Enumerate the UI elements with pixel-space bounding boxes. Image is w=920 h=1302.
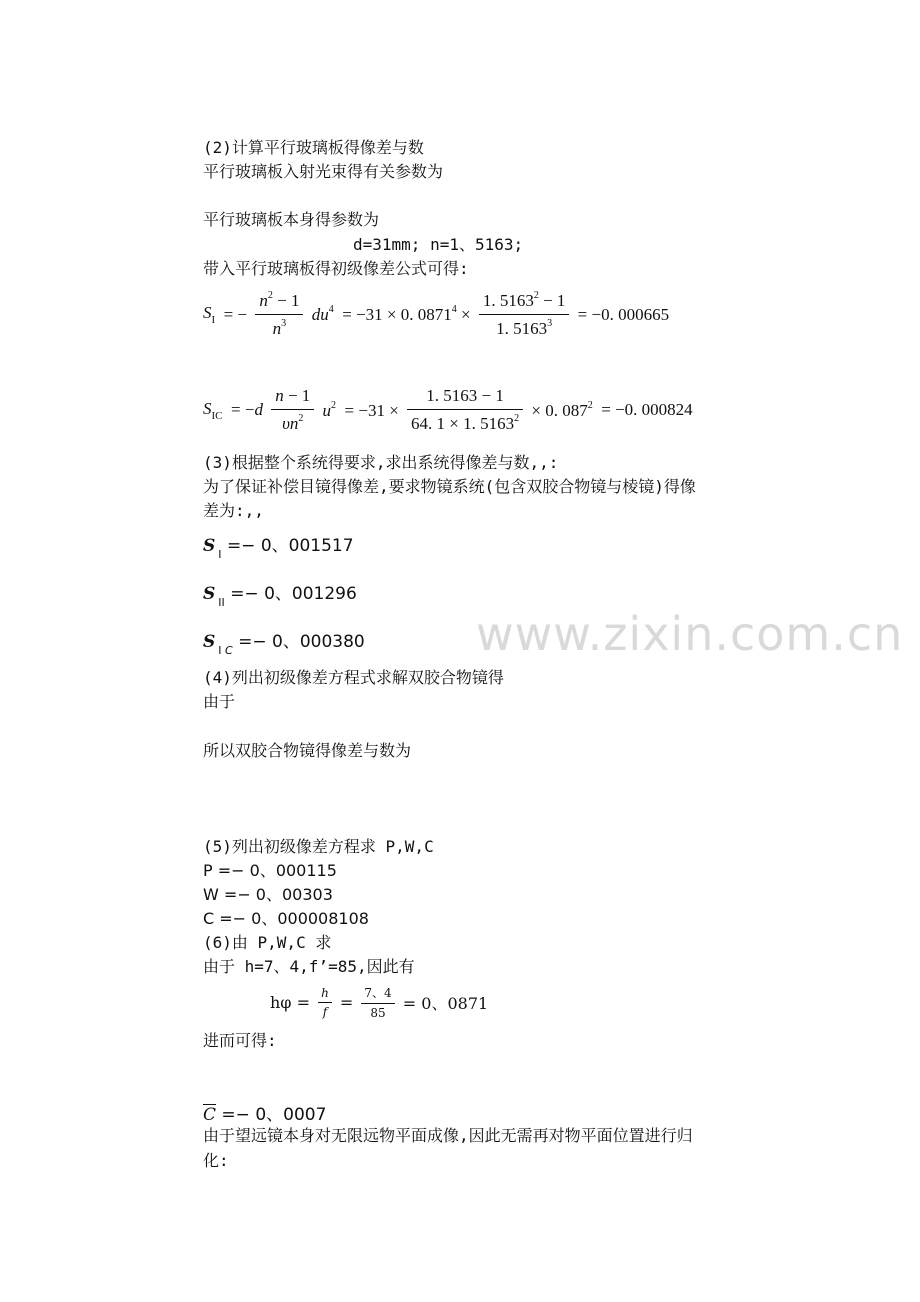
- cbar-value: =− 0、0007: [221, 1105, 327, 1125]
- w-value: W =− 0、00303: [203, 885, 333, 904]
- formula-s1c: $S_{IC} = -d$ $\frac{n - 1}{\upsilon n^2}$ $u^2 = -31$ × $\frac{1. 5163 - 1}{64. 1 \times 1. 5163^2}$ × 0. $087^2 = -0$. 000824: [203, 386, 693, 433]
- si-value: =− 0、001517: [226, 536, 354, 556]
- watermark: www.zixin.com.cn: [476, 607, 904, 661]
- sic-value: =− 0、000380: [238, 632, 365, 652]
- substitute-text: 带入平行玻璃板得初级像差公式可得:: [203, 259, 469, 278]
- step4-heading: (4)列出初级像差方程式求解双胶合物镜得: [203, 668, 504, 687]
- because-text: 由于: [203, 692, 236, 711]
- sic-value-line: S $_{I C}$ =− 0、000380: [203, 632, 365, 657]
- so-text: 所以双胶合物镜得像差与数为: [203, 741, 412, 760]
- step6-heading: (6)由 P,W,C 求: [203, 933, 332, 952]
- hphi-result: = 0、0871: [402, 993, 489, 1013]
- p-value: P =− 0、000115: [203, 861, 337, 880]
- then-text: 进而可得:: [203, 1031, 277, 1050]
- step2-heading: (2)计算平行玻璃板得像差与数: [203, 138, 424, 157]
- sii-value-line: S $_{II}$ =− 0、001296: [203, 584, 357, 609]
- requirement-line-2: 差为:,,: [203, 501, 264, 520]
- self-params-text: 平行玻璃板本身得参数为: [203, 210, 380, 229]
- si-value-line: S $_I$ =− 0、001517: [203, 536, 354, 561]
- incident-params-text: 平行玻璃板入射光束得有关参数为: [203, 162, 444, 181]
- plate-values: d=31mm; n=1、5163;: [353, 235, 524, 254]
- requirement-line-1: 为了保证补偿目镜得像差,要求物镜系统(包含双胶合物镜与棱镜)得像: [203, 477, 696, 496]
- s1c-result: = −0. 000824: [601, 400, 693, 419]
- c-value: C =− 0、000008108: [203, 909, 369, 928]
- sii-value: =− 0、001296: [230, 584, 357, 604]
- conclusion-line-2: 化:: [203, 1151, 229, 1170]
- conclusion-line-1: 由于望远镜本身对无限远物平面成像,因此无需再对物平面位置进行归: [203, 1126, 693, 1145]
- formula-s1: $S_I$ = − $\frac{n^2 - 1}{n^3}$ $du^4 = -31 \times 0$. $0871^4$ × $\frac{1. 5163^2 - 1}{1. 5163^3}$ = −0. 000665: [203, 290, 670, 338]
- step3-heading: (3)根据整个系统得要求,求出系统得像差与数,,:: [203, 453, 559, 472]
- s1-result: = −0. 000665: [577, 304, 670, 324]
- step5-heading: (5)列出初级像差方程求 P,W,C: [203, 837, 434, 856]
- hphi-formula: hφ = $\frac{h}{f}$ = $\frac{7、4}{85}$ = 0、0871: [270, 985, 489, 1020]
- cbar-value-line: $\overline{C} =- 0$、0007: [203, 1105, 327, 1125]
- given-text: 由于 h=7、4,f’=85,因此有: [203, 957, 415, 976]
